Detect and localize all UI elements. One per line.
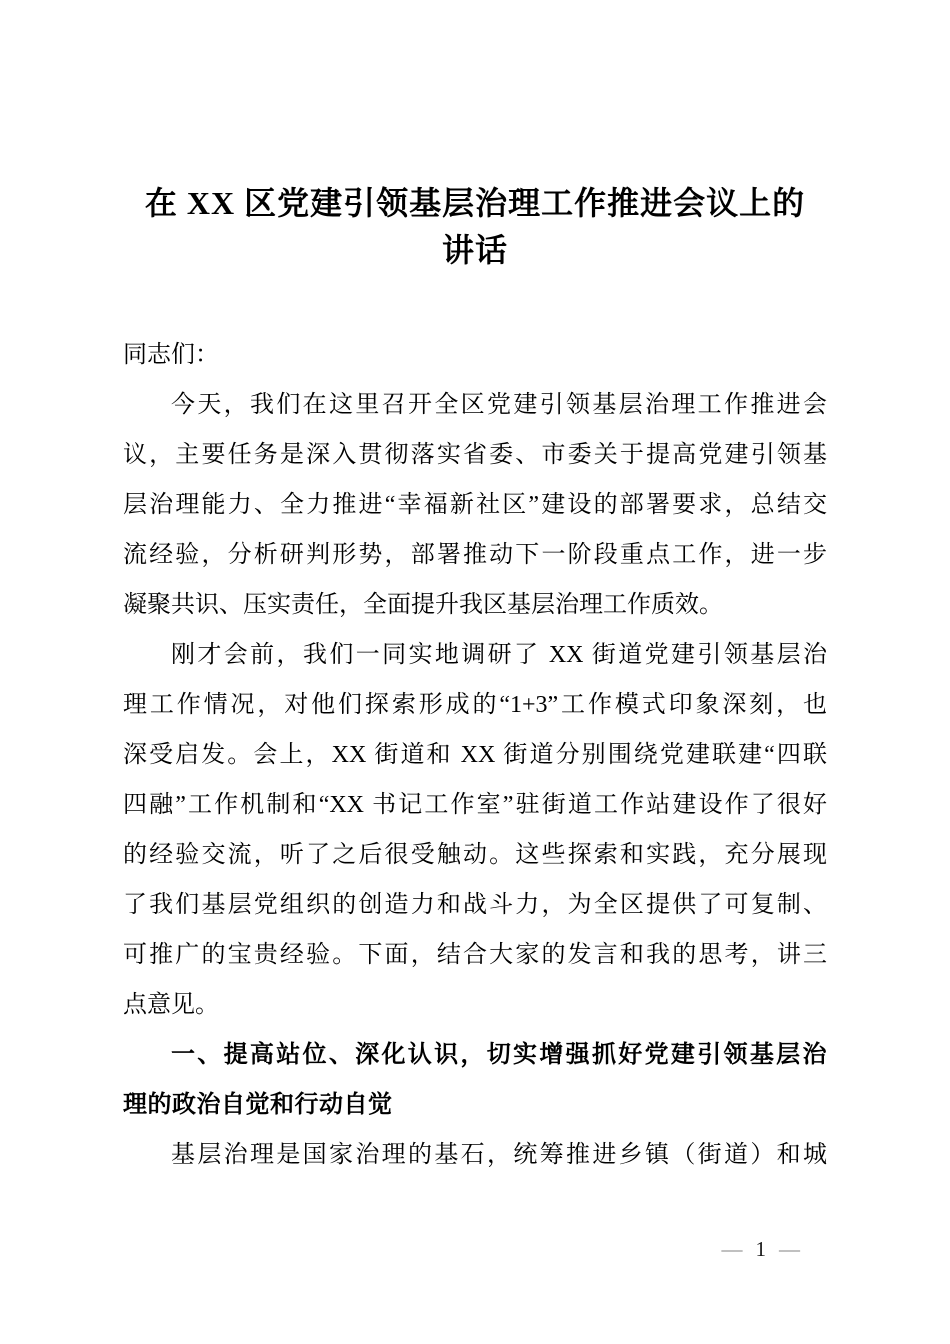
body-line: 点意见。 xyxy=(123,992,219,1018)
title-line-1: 在 XX 区党建引领基层治理工作推进会议上的 xyxy=(144,185,806,221)
footer-dash-right: — xyxy=(779,1237,800,1261)
document-content xyxy=(0,180,950,1180)
body-line: 可推广的宝贵经验。下面，结合大家的发言和我的思考，讲三 xyxy=(123,942,827,968)
body-line: 理工作情况，对他们探索形成的“1+3”工作模式印象深刻，也 xyxy=(123,692,827,718)
body-line: 凝聚共识、压实责任，全面提升我区基层治理工作质效。 xyxy=(123,592,723,618)
section-heading-line: 一、提高站位、深化认识，切实增强抓好党建引领基层治 xyxy=(171,1041,827,1068)
body-line: 流经验，分析研判形势，部署推动下一阶段重点工作，进一步 xyxy=(123,542,827,568)
document-body xyxy=(123,330,827,1180)
page-footer xyxy=(722,1236,801,1262)
body-line: 刚才会前，我们一同实地调研了 XX 街道党建引领基层治 xyxy=(171,642,827,668)
section-heading-line: 理的政治自觉和行动自觉 xyxy=(123,1091,393,1118)
body-line: 了我们基层党组织的创造力和战斗力，为全区提供了可复制、 xyxy=(123,892,827,918)
body-line: 深受启发。会上，XX 街道和 XX 街道分别围绕党建联建“四联 xyxy=(123,742,827,768)
salutation-line: 同志们： xyxy=(123,342,219,368)
footer-dash-left: — xyxy=(721,1237,743,1261)
body-line: 议，主要任务是深入贯彻落实省委、市委关于提高党建引领基 xyxy=(123,442,827,468)
body-line: 基层治理是国家治理的基石，统筹推进乡镇（街道）和城 xyxy=(171,1142,827,1168)
body-line: 的经验交流，听了之后很受触动。这些探索和实践，充分展现 xyxy=(123,842,827,868)
title-line-2: 讲话 xyxy=(441,232,508,268)
body-line: 今天，我们在这里召开全区党建引领基层治理工作推进会 xyxy=(171,392,827,418)
document-title xyxy=(123,180,827,274)
body-line: 四融”工作机制和“XX 书记工作室”驻街道工作站建设作了很好 xyxy=(123,792,827,818)
body-line: 层治理能力、全力推进“幸福新社区”建设的部署要求，总结交 xyxy=(123,492,827,518)
page-number: 1 xyxy=(755,1237,766,1261)
